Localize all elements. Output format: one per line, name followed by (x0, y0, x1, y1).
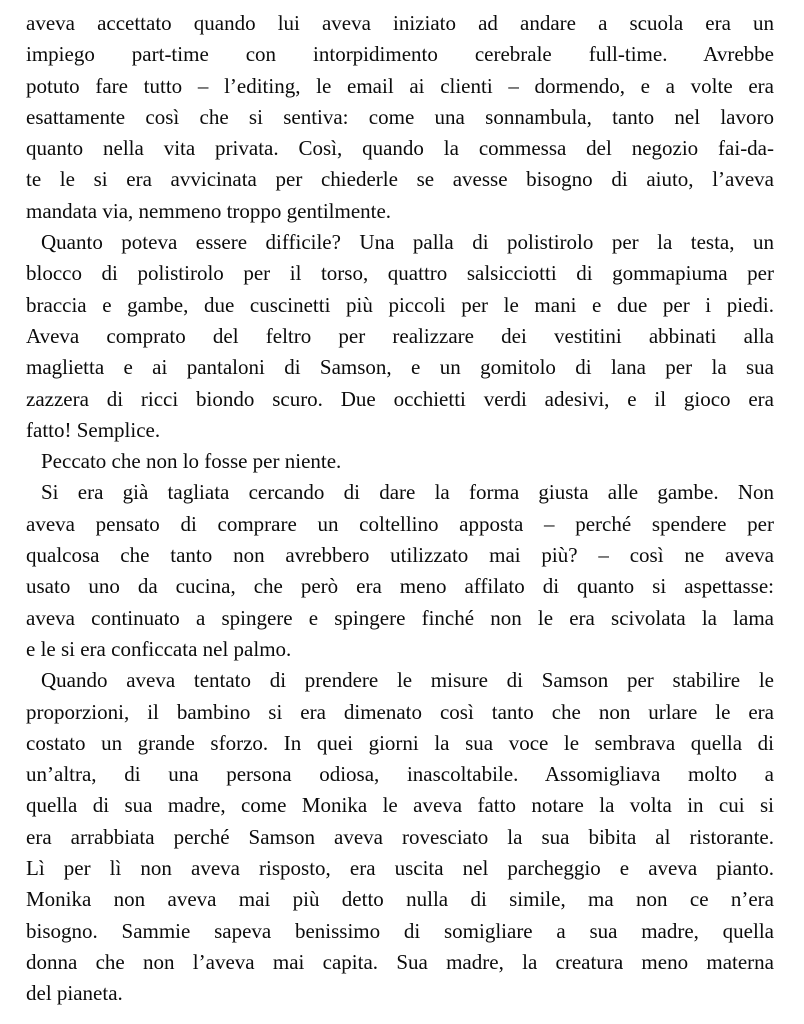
text-line: potuto fare tutto – l’editing, le email ai clienti – dormendo, e a volte era (26, 73, 774, 98)
paragraph (26, 446, 774, 477)
text-line: e le si era conficcata nel palmo. (26, 636, 292, 661)
text-line: aveva continuato a spingere e spingere finché non le era scivolata la lama (26, 605, 774, 630)
text-line: usato uno da cucina, che però era meno affilato di quanto si aspettasse: (26, 574, 774, 599)
paragraph (26, 8, 774, 227)
text-line: Lì per lì non aveva risposto, era uscita nel parcheggio e aveva pianto. (26, 856, 774, 881)
text-line: te le si era avvicinata per chiederle se avesse bisogno di aiuto, l’aveva (26, 167, 774, 192)
text-line: aveva pensato di comprare un coltellino apposta – perché spendere per (26, 511, 774, 536)
text-line: aveva accettato quando lui aveva iniziato ad andare a scuola era un (26, 11, 774, 35)
text-column (26, 8, 774, 1010)
text-line: quanto nella vita privata. Così, quando la commessa del negozio fai-da- (26, 136, 774, 161)
text-line: proporzioni, il bambino si era dimenato così tanto che non urlare le era (26, 699, 774, 724)
text-line: costato un grande sforzo. In quei giorni la sua voce le sembrava quella di (26, 730, 774, 755)
paragraph (26, 477, 774, 665)
text-line: quella di sua madre, come Monika le aveva fatto notare la volta in cui si (26, 793, 774, 818)
text-line: Quando aveva tentato di prendere le misure di Samson per stabilire le (41, 668, 774, 693)
text-line: zazzera di ricci biondo scuro. Due occhietti verdi adesivi, e il gioco era (26, 386, 774, 411)
text-line: impiego part-time con intorpidimento cerebrale full-time. Avrebbe (26, 42, 774, 67)
text-line: Aveva comprato del feltro per realizzare dei vestitini abbinati alla (26, 323, 774, 348)
text-line: Si era già tagliata cercando di dare la forma giusta alle gambe. Non (41, 480, 774, 505)
paragraph (26, 665, 774, 1009)
text-line: fatto! Semplice. (26, 417, 161, 442)
text-line: mandata via, nemmeno troppo gentilmente. (26, 198, 392, 223)
text-line: bisogno. Sammie sapeva benissimo di somigliare a sua madre, quella (26, 918, 774, 943)
text-line: qualcosa che tanto non avrebbero utilizzato mai più? – così ne aveva (26, 543, 774, 568)
text-line: era arrabbiata perché Samson aveva rovesciato la sua bibita al ristorante. (26, 824, 774, 849)
text-line: braccia e gambe, due cuscinetti più piccoli per le mani e due per i piedi. (26, 292, 774, 317)
text-line: Monika non aveva mai più detto nulla di simile, ma non ce n’era (26, 887, 774, 912)
text-line: esattamente così che si sentiva: come una sonnambula, tanto nel lavoro (26, 104, 774, 129)
text-line: donna che non l’aveva mai capita. Sua madre, la creatura meno materna (26, 949, 774, 974)
paragraph (26, 227, 774, 446)
text-line: blocco di polistirolo per il torso, quattro salsicciotti di gommapiuma per (26, 261, 774, 286)
text-line: un’altra, di una persona odiosa, inascoltabile. Assomigliava molto a (26, 762, 774, 787)
text-line: del pianeta. (26, 981, 123, 1006)
text-line: Quanto poteva essere difficile? Una palla di polistirolo per la testa, un (41, 230, 774, 255)
text-line: maglietta e ai pantaloni di Samson, e un gomitolo di lana per la sua (26, 355, 774, 380)
text-line: Peccato che non lo fosse per niente. (41, 449, 342, 474)
